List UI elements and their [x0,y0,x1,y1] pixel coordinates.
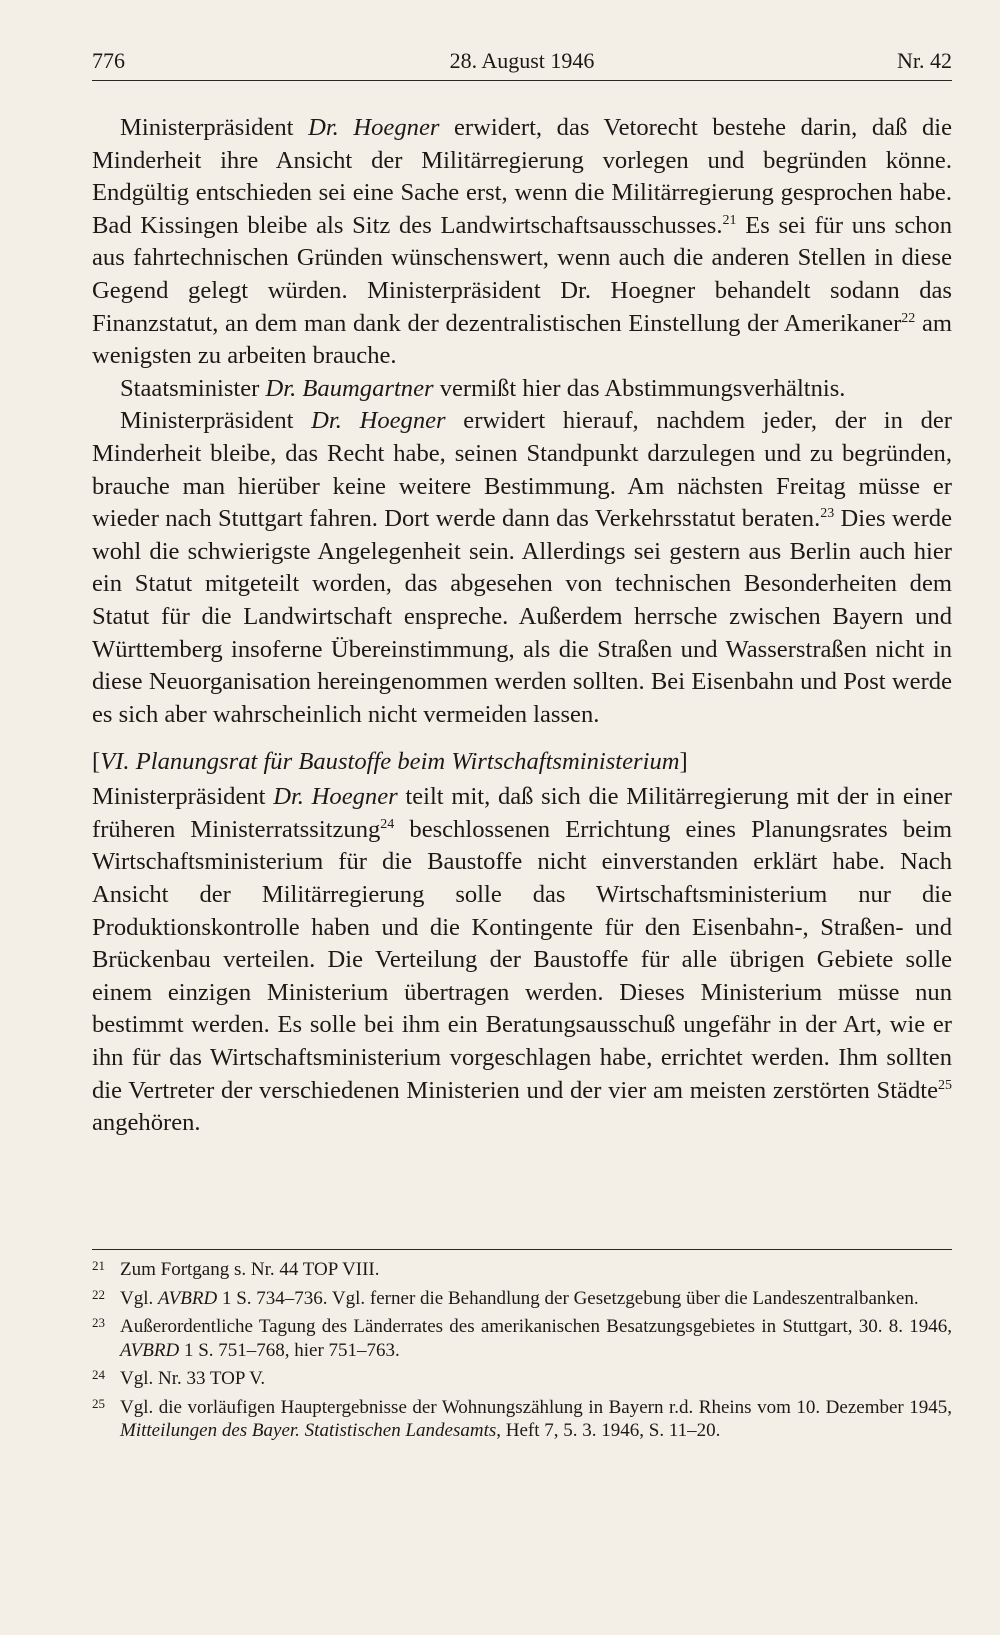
person-name: Dr. Baumgartner [265,374,434,402]
paragraph: Ministerpräsident Dr. Hoegner erwidert hierauf, nachdem jeder, der in der Minderheit bleibe, das Recht habe, seinen Standpunkt darzulegen und zu begründen, brauche man hierüber keine weitere Bestimmung. Am nächsten Freitag müsse er wieder nach Stuttgart fahren. Dort werde dann das Verkehrsstatut beraten.$^{23}$ Dies werde wohl die schwierigste Angelegenheit sein. Allerdings sei gestern aus Berlin auch hier ein Statut mitgeteilt worden, das abgesehen von technischen Besonderheiten dem Statut für die Landwirtschaft enspreche. Außerdem herrsche zwischen Bayern und Württemberg insoferne Übereinstimmung, als die Straßen und Wasserstraßen nicht in diese Neuorganisation hereingenommen werden sollten. Bei Eisenbahn und Post werde es sich aber wahrscheinlich nicht vermeiden lassen. [92,407,952,728]
paragraph: Ministerpräsident Dr. Hoegner teilt mit, daß sich die Militärregierung mit der in einer früheren Ministerratssitzung$^{24}$ beschlossenen Errichtung eines Planungsrates beim Wirtschaftsministerium für die Baustoffe nicht einverstanden erklärt habe. Nach Ansicht der Militärregierung solle das Wirtschaftsministerium nur die Produktionskontrolle haben und die Kontingente für den Eisenbahn-, Straßen- und Brückenbau verteilen. Die Verteilung der Baustoffe für alle übrigen Gebiete solle einem einzigen Ministerium übertragen werden. Dieses Ministerium müsse nun bestimmt werden. Es solle bei ihm ein Beratungsausschuß ungefähr in der Art, wie er ihn für das Wirtschaftsministerium vorgeschlagen habe, errichtet werden. Ihm sollten die Vertreter der verschiedenen Ministerien und der vier am meisten zerstörten Städte$^{25}$ angehören. [92,783,952,1137]
section-title: VI. Planungsrat für Baustoffe beim Wirtschaftsministerium [100,748,680,776]
page-number: 776 [92,48,125,73]
footnote: 25 Vgl. die vorläufigen Hauptergebnisse der Wohnungszählung in Bayern r.d. Rheins vom 10. Dezember 1945, Mitteilungen des Bayer. Statistischen Landesamts, Heft 7, 5. 3. 1946, S. 11–20. [92,1396,952,1443]
footnote: 23 Außerordentliche Tagung des Länderrates des amerikanischen Besatzungsgebietes in Stuttgart, 30. 8. 1946, AVBRD 1 S. 751–768, hier 751–763. [92,1315,952,1362]
footnote-ref: 24 [380,816,395,832]
body-text [92,112,952,1140]
footnote: 22 Vgl. AVBRD 1 S. 734–736. Vgl. ferner die Behandlung der Gesetzgebung über die Landeszentralbanken. [92,1287,952,1311]
footnote: 21 Zum Fortgang s. Nr. 44 TOP VIII. [92,1258,952,1282]
document-page [92,0,952,1635]
person-name: Dr. Hoegner [273,783,398,811]
footnote-ref: 23 [820,506,835,522]
person-name: Dr. Hoegner [311,407,446,435]
footnote-ref: 22 [901,310,916,326]
running-header [92,44,952,78]
paragraph: Ministerpräsident Dr. Hoegner erwidert, das Vetorecht bestehe darin, daß die Minderheit ihre Ansicht der Militärregierung vorlegen und begründen könne. Endgültig entschieden sei eine Sache erst, wenn die Militärregierung gesprochen habe. Bad Kissingen bleibe als Sitz des Landwirtschaftsausschusses.$^{21}$ Es sei für uns schon aus fahrtechnischen Gründen wünschenswert, wenn auch die anderen Stellen in diese Gegend gelegt würden. Ministerpräsident Dr. Hoegner behandelt sodann das Finanzstatut, an dem man dank der dezentralistischen Einstellung der Amerikaner$^{22}$ am wenigsten zu arbeiten brauche. [92,114,952,370]
footnotes [92,1258,952,1448]
footnote-ref: 25 [938,1077,952,1093]
footnote-rule [92,1249,952,1250]
footnote-number: 24 [92,1367,105,1382]
footnote-number: 23 [92,1315,105,1330]
header-date: 28. August 1946 [449,48,595,73]
person-name: Dr. Hoegner [308,114,440,141]
footnote: 24 Vgl. Nr. 33 TOP V. [92,1367,952,1391]
footnote-number: 22 [92,1286,105,1302]
paragraph: Staatsminister Dr. Baumgartner vermißt hier das Abstimmungsverhältnis. [120,374,846,402]
footnote-ref: 21 [722,212,737,228]
issue-number: Nr. 42 [897,48,952,73]
footnote-number: 21 [92,1258,105,1273]
section-heading: [VI. Planungsrat für Baustoffe beim Wirtschaftsministerium] [92,748,688,776]
footnote-number: 25 [92,1395,105,1411]
header-rule [92,80,952,81]
